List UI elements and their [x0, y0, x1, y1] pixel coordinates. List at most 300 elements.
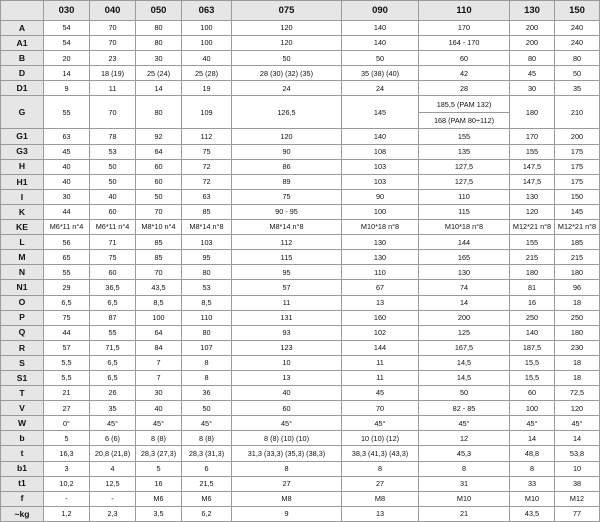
table-cell: 8	[342, 461, 419, 476]
table-cell: 31,3 (33,3) (35,3) (38,3)	[232, 446, 342, 461]
table-cell: M12*21 n°8	[555, 220, 600, 235]
row-label: D1	[1, 81, 44, 96]
table-cell: 18	[555, 295, 600, 310]
table-cell: 55	[90, 325, 136, 340]
table-cell: 100	[510, 401, 555, 416]
table-cell: 109	[182, 96, 232, 129]
table-cell: 115	[419, 204, 510, 219]
table-cell: 11	[90, 81, 136, 96]
table-cell: 155	[510, 144, 555, 159]
table-cell: 11	[232, 295, 342, 310]
row-label: G3	[1, 144, 44, 159]
table-cell: 72	[182, 174, 232, 189]
table-cell: 25 (28)	[182, 66, 232, 81]
row-label: V	[1, 401, 44, 416]
table-cell: 50	[555, 66, 600, 81]
table-cell: 5	[136, 461, 182, 476]
table-cell: 21	[44, 386, 90, 401]
table-cell: 45°	[232, 416, 342, 431]
table-cell: 102	[342, 325, 419, 340]
table-cell: 45°	[342, 416, 419, 431]
table-cell-split-bottom: 168 (PAM 80÷112)	[419, 112, 510, 129]
table-cell: 135	[419, 144, 510, 159]
table-cell: 90	[232, 144, 342, 159]
table-row	[1, 401, 600, 416]
table-cell: 26	[90, 386, 136, 401]
table-cell: 82 - 85	[419, 401, 510, 416]
header-size-9: 150	[555, 1, 600, 21]
table-cell: 74	[419, 280, 510, 295]
table-cell: 27	[232, 476, 342, 491]
table-cell: 7	[136, 355, 182, 370]
table-cell: 43,5	[510, 506, 555, 521]
header-corner	[1, 1, 44, 21]
table-cell: 140	[342, 129, 419, 144]
table-cell: 150	[555, 189, 600, 204]
table-cell: 10 (10) (12)	[342, 431, 419, 446]
table-cell: 130	[342, 235, 419, 250]
table-cell: 21,5	[182, 476, 232, 491]
row-label: B	[1, 51, 44, 66]
table-cell: 35	[555, 81, 600, 96]
table-cell: 215	[510, 250, 555, 265]
table-cell: 8,5	[136, 295, 182, 310]
table-cell: 50	[342, 51, 419, 66]
table-cell: 125	[419, 325, 510, 340]
table-cell: 130	[419, 265, 510, 280]
table-cell: 81	[510, 280, 555, 295]
table-cell: 80	[555, 51, 600, 66]
table-cell: 13	[342, 506, 419, 521]
header-size-6: 090	[342, 1, 419, 21]
table-cell: 8	[182, 370, 232, 385]
table-cell: 165	[419, 250, 510, 265]
table-cell: 90 - 95	[232, 204, 342, 219]
table-cell: 14	[44, 66, 90, 81]
table-cell: 5,5	[44, 355, 90, 370]
table-cell: 24	[232, 81, 342, 96]
table-cell: 6,5	[44, 295, 90, 310]
row-label: O	[1, 295, 44, 310]
table-cell: 200	[510, 21, 555, 36]
table-cell: 63	[182, 189, 232, 204]
table-cell: 54	[44, 21, 90, 36]
table-row	[1, 81, 600, 96]
table-cell: 85	[136, 250, 182, 265]
table-cell: 100	[182, 21, 232, 36]
header-size-5: 075	[232, 1, 342, 21]
table-cell: 200	[510, 36, 555, 51]
table-cell: 50	[90, 159, 136, 174]
table-cell: 8	[182, 355, 232, 370]
table-row	[1, 491, 600, 506]
header-size-7: 110	[419, 1, 510, 21]
table-cell: 112	[182, 129, 232, 144]
table-cell: 130	[342, 250, 419, 265]
table-cell: 11	[342, 370, 419, 385]
table-cell: 75	[182, 144, 232, 159]
table-cell: 100	[136, 310, 182, 325]
table-cell: 44	[44, 204, 90, 219]
table-cell: 170	[510, 129, 555, 144]
table-cell: 10	[232, 355, 342, 370]
table-cell: 175	[555, 174, 600, 189]
table-cell: 16,3	[44, 446, 90, 461]
table-cell: 145	[342, 96, 419, 129]
table-cell: 45	[342, 386, 419, 401]
table-cell: 180	[510, 96, 555, 129]
row-label: D	[1, 66, 44, 81]
table-cell: 14	[555, 431, 600, 446]
table-row	[1, 159, 600, 174]
header-size-3: 050	[136, 1, 182, 21]
table-cell: 19	[182, 81, 232, 96]
table-cell: 55	[44, 96, 90, 129]
row-label: G1	[1, 129, 44, 144]
table-cell: 30	[510, 81, 555, 96]
table-row	[1, 280, 600, 295]
table-cell: 40	[182, 51, 232, 66]
row-label: M	[1, 250, 44, 265]
table-cell: 14,5	[419, 370, 510, 385]
table-cell: 27	[44, 401, 90, 416]
table-cell: 38	[555, 476, 600, 491]
table-cell: 21	[419, 506, 510, 521]
table-cell: 95	[232, 265, 342, 280]
table-row	[1, 144, 600, 159]
table-cell: 13	[342, 295, 419, 310]
table-cell: 230	[555, 340, 600, 355]
table-cell: -	[90, 491, 136, 506]
table-cell: 64	[136, 144, 182, 159]
table-cell: 3,5	[136, 506, 182, 521]
table-cell: 240	[555, 36, 600, 51]
row-label: Q	[1, 325, 44, 340]
table-cell: 53	[182, 280, 232, 295]
table-cell: 40	[44, 174, 90, 189]
table-cell: M8*14 n°8	[182, 220, 232, 235]
table-cell: 30	[44, 189, 90, 204]
table-cell: 89	[232, 174, 342, 189]
table-cell: 14	[510, 431, 555, 446]
table-cell: 20,8 (21,8)	[90, 446, 136, 461]
table-row	[1, 66, 600, 81]
table-cell: 115	[232, 250, 342, 265]
table-cell: 50	[182, 401, 232, 416]
table-cell: 35	[90, 401, 136, 416]
table-cell-split-top: 185,5 (PAM 132)	[419, 96, 510, 113]
table-cell: 8 (8) (10) (10)	[232, 431, 342, 446]
table-cell: 8,5	[182, 295, 232, 310]
table-cell: 33	[510, 476, 555, 491]
table-cell: 28,3 (31,3)	[182, 446, 232, 461]
table-cell: 50	[136, 189, 182, 204]
table-cell: M8	[342, 491, 419, 506]
table-cell: 103	[182, 235, 232, 250]
table-cell: 2,3	[90, 506, 136, 521]
table-row	[1, 340, 600, 355]
table-cell: 85	[182, 204, 232, 219]
table-cell: 42	[419, 66, 510, 81]
table-cell: 63	[44, 129, 90, 144]
table-cell: 45°	[182, 416, 232, 431]
row-label: L	[1, 235, 44, 250]
table-cell: 120	[555, 401, 600, 416]
table-cell: 131	[232, 310, 342, 325]
table-cell: 40	[136, 401, 182, 416]
row-label: P	[1, 310, 44, 325]
table-cell: M6*11 n°4	[44, 220, 90, 235]
table-cell: 110	[182, 310, 232, 325]
table-cell: 16	[136, 476, 182, 491]
table-cell: 80	[182, 325, 232, 340]
table-cell: 180	[555, 265, 600, 280]
table-cell: 95	[182, 250, 232, 265]
table-cell: 20	[44, 51, 90, 66]
header-size-4: 063	[182, 1, 232, 21]
table-cell: 70	[136, 204, 182, 219]
table-cell: 57	[232, 280, 342, 295]
table-cell: 85	[136, 235, 182, 250]
table-row	[1, 220, 600, 235]
table-cell: M6*11 n°4	[90, 220, 136, 235]
table-cell: 0°	[44, 416, 90, 431]
table-cell: 6	[182, 461, 232, 476]
row-label: G	[1, 96, 44, 129]
table-cell: 60	[419, 51, 510, 66]
row-label: S	[1, 355, 44, 370]
table-cell: 8 (8)	[182, 431, 232, 446]
row-label: t1	[1, 476, 44, 491]
table-cell: 60	[232, 401, 342, 416]
table-cell: 30	[136, 51, 182, 66]
table-cell: 18	[555, 355, 600, 370]
row-label: K	[1, 204, 44, 219]
table-cell: M12	[555, 491, 600, 506]
table-cell: 164 - 170	[419, 36, 510, 51]
table-cell: 6,5	[90, 355, 136, 370]
table-cell: 55	[44, 265, 90, 280]
table-cell: 90	[342, 189, 419, 204]
table-cell: 53	[90, 144, 136, 159]
header-row	[1, 1, 600, 21]
table-cell: 36	[182, 386, 232, 401]
table-cell: 45°	[419, 416, 510, 431]
table-cell: 16	[510, 295, 555, 310]
table-cell: 57	[44, 340, 90, 355]
table-cell: 120	[232, 129, 342, 144]
table-cell: 185	[555, 235, 600, 250]
row-label: I	[1, 189, 44, 204]
table-cell: M6	[182, 491, 232, 506]
row-label: A	[1, 21, 44, 36]
table-cell: 140	[510, 325, 555, 340]
table-cell: M10*18 n°8	[342, 220, 419, 235]
table-cell: 75	[232, 189, 342, 204]
table-row	[1, 21, 600, 36]
row-label: A1	[1, 36, 44, 51]
table-cell: 120	[232, 36, 342, 51]
table-cell: 180	[510, 265, 555, 280]
table-cell: 27	[342, 476, 419, 491]
table-cell: 200	[555, 129, 600, 144]
table-row	[1, 416, 600, 431]
table-row	[1, 265, 600, 280]
table-cell: M8*14 n°8	[232, 220, 342, 235]
table-cell: 80	[510, 51, 555, 66]
table-cell: 250	[555, 310, 600, 325]
table-cell: 36,5	[90, 280, 136, 295]
table-cell: 75	[44, 310, 90, 325]
table-cell: 6 (6)	[90, 431, 136, 446]
table-cell: 103	[342, 159, 419, 174]
table-cell: 80	[182, 265, 232, 280]
table-cell: 126,5	[232, 96, 342, 129]
table-cell: 44	[44, 325, 90, 340]
table-cell: 80	[136, 21, 182, 36]
table-cell: 96	[555, 280, 600, 295]
table-cell: 50	[419, 386, 510, 401]
table-cell: 28 (30) (32) (35)	[232, 66, 342, 81]
table-cell: 155	[510, 235, 555, 250]
row-label: ~kg	[1, 506, 44, 521]
table-cell: 67	[342, 280, 419, 295]
row-label: N1	[1, 280, 44, 295]
table-cell: 10,2	[44, 476, 90, 491]
table-cell: 8 (8)	[136, 431, 182, 446]
table-cell: 30	[136, 386, 182, 401]
table-cell: 60	[510, 386, 555, 401]
table-row	[1, 129, 600, 144]
table-cell: 155	[419, 129, 510, 144]
table-cell: -	[44, 491, 90, 506]
table-cell: 40	[44, 159, 90, 174]
table-cell: 70	[342, 401, 419, 416]
table-cell: 120	[232, 21, 342, 36]
table-cell: 127,5	[419, 159, 510, 174]
table-cell: 5	[44, 431, 90, 446]
row-label: t	[1, 446, 44, 461]
table-cell: 71	[90, 235, 136, 250]
row-label: f	[1, 491, 44, 506]
table-cell: 71,5	[90, 340, 136, 355]
table-cell: 45	[510, 66, 555, 81]
table-cell: 86	[232, 159, 342, 174]
table-cell: 9	[232, 506, 342, 521]
table-cell: 10	[555, 461, 600, 476]
table-cell: 48,8	[510, 446, 555, 461]
table-cell: 160	[342, 310, 419, 325]
table-cell: 80	[136, 36, 182, 51]
table-cell: 64	[136, 325, 182, 340]
table-cell: 18	[555, 370, 600, 385]
table-cell: 13	[232, 370, 342, 385]
table-row	[1, 51, 600, 66]
table-cell: 110	[419, 189, 510, 204]
table-cell: 144	[342, 340, 419, 355]
table-row	[1, 386, 600, 401]
table-cell: 70	[90, 21, 136, 36]
table-cell: 100	[342, 204, 419, 219]
table-cell: 110	[342, 265, 419, 280]
row-label: b1	[1, 461, 44, 476]
table-row	[1, 235, 600, 250]
table-cell: 40	[232, 386, 342, 401]
table-cell: 175	[555, 159, 600, 174]
table-cell: 80	[136, 96, 182, 129]
table-cell: 11	[342, 355, 419, 370]
table-cell: 65	[44, 250, 90, 265]
header-size-8: 130	[510, 1, 555, 21]
table-row	[1, 310, 600, 325]
table-cell: 6,5	[90, 295, 136, 310]
table-cell: 147,5	[510, 159, 555, 174]
table-row	[1, 96, 600, 113]
table-cell: M12*21 n°8	[510, 220, 555, 235]
table-cell: 210	[555, 96, 600, 129]
table-cell: 45,3	[419, 446, 510, 461]
table-cell: 4	[90, 461, 136, 476]
table-cell: 35 (38) (40)	[342, 66, 419, 81]
table-cell: 170	[419, 21, 510, 36]
table-cell: 120	[510, 204, 555, 219]
table-cell: 84	[136, 340, 182, 355]
row-label: N	[1, 265, 44, 280]
table-cell: M8	[232, 491, 342, 506]
row-label: R	[1, 340, 44, 355]
table-cell: 50	[232, 51, 342, 66]
table-cell: 31	[419, 476, 510, 491]
table-cell: 45°	[136, 416, 182, 431]
table-row	[1, 295, 600, 310]
table-cell: M10	[419, 491, 510, 506]
table-cell: 75	[90, 250, 136, 265]
row-label: KE	[1, 220, 44, 235]
table-cell: 240	[555, 21, 600, 36]
table-cell: 9	[44, 81, 90, 96]
table-cell: M10*18 n°8	[419, 220, 510, 235]
table-cell: 167,5	[419, 340, 510, 355]
table-cell: 87	[90, 310, 136, 325]
table-cell: 70	[90, 36, 136, 51]
table-cell: 187,5	[510, 340, 555, 355]
table-row	[1, 174, 600, 189]
row-label: b	[1, 431, 44, 446]
table-cell: 8	[232, 461, 342, 476]
table-row	[1, 250, 600, 265]
table-cell: M8*10 n°4	[136, 220, 182, 235]
table-cell: 1,2	[44, 506, 90, 521]
table-cell: 140	[342, 36, 419, 51]
table-cell: 5,5	[44, 370, 90, 385]
table-cell: 140	[342, 21, 419, 36]
table-row	[1, 431, 600, 446]
table-cell: 14,5	[419, 355, 510, 370]
table-cell: 54	[44, 36, 90, 51]
table-cell: 8	[419, 461, 510, 476]
table-cell: M10	[510, 491, 555, 506]
row-label: S1	[1, 370, 44, 385]
table-cell: 144	[419, 235, 510, 250]
table-cell: 100	[182, 36, 232, 51]
table-cell: 215	[555, 250, 600, 265]
table-cell: 28,3 (27,3)	[136, 446, 182, 461]
table-cell: 7	[136, 370, 182, 385]
table-cell: 175	[555, 144, 600, 159]
table-cell: 12	[419, 431, 510, 446]
table-cell: 77	[555, 506, 600, 521]
table-row	[1, 461, 600, 476]
